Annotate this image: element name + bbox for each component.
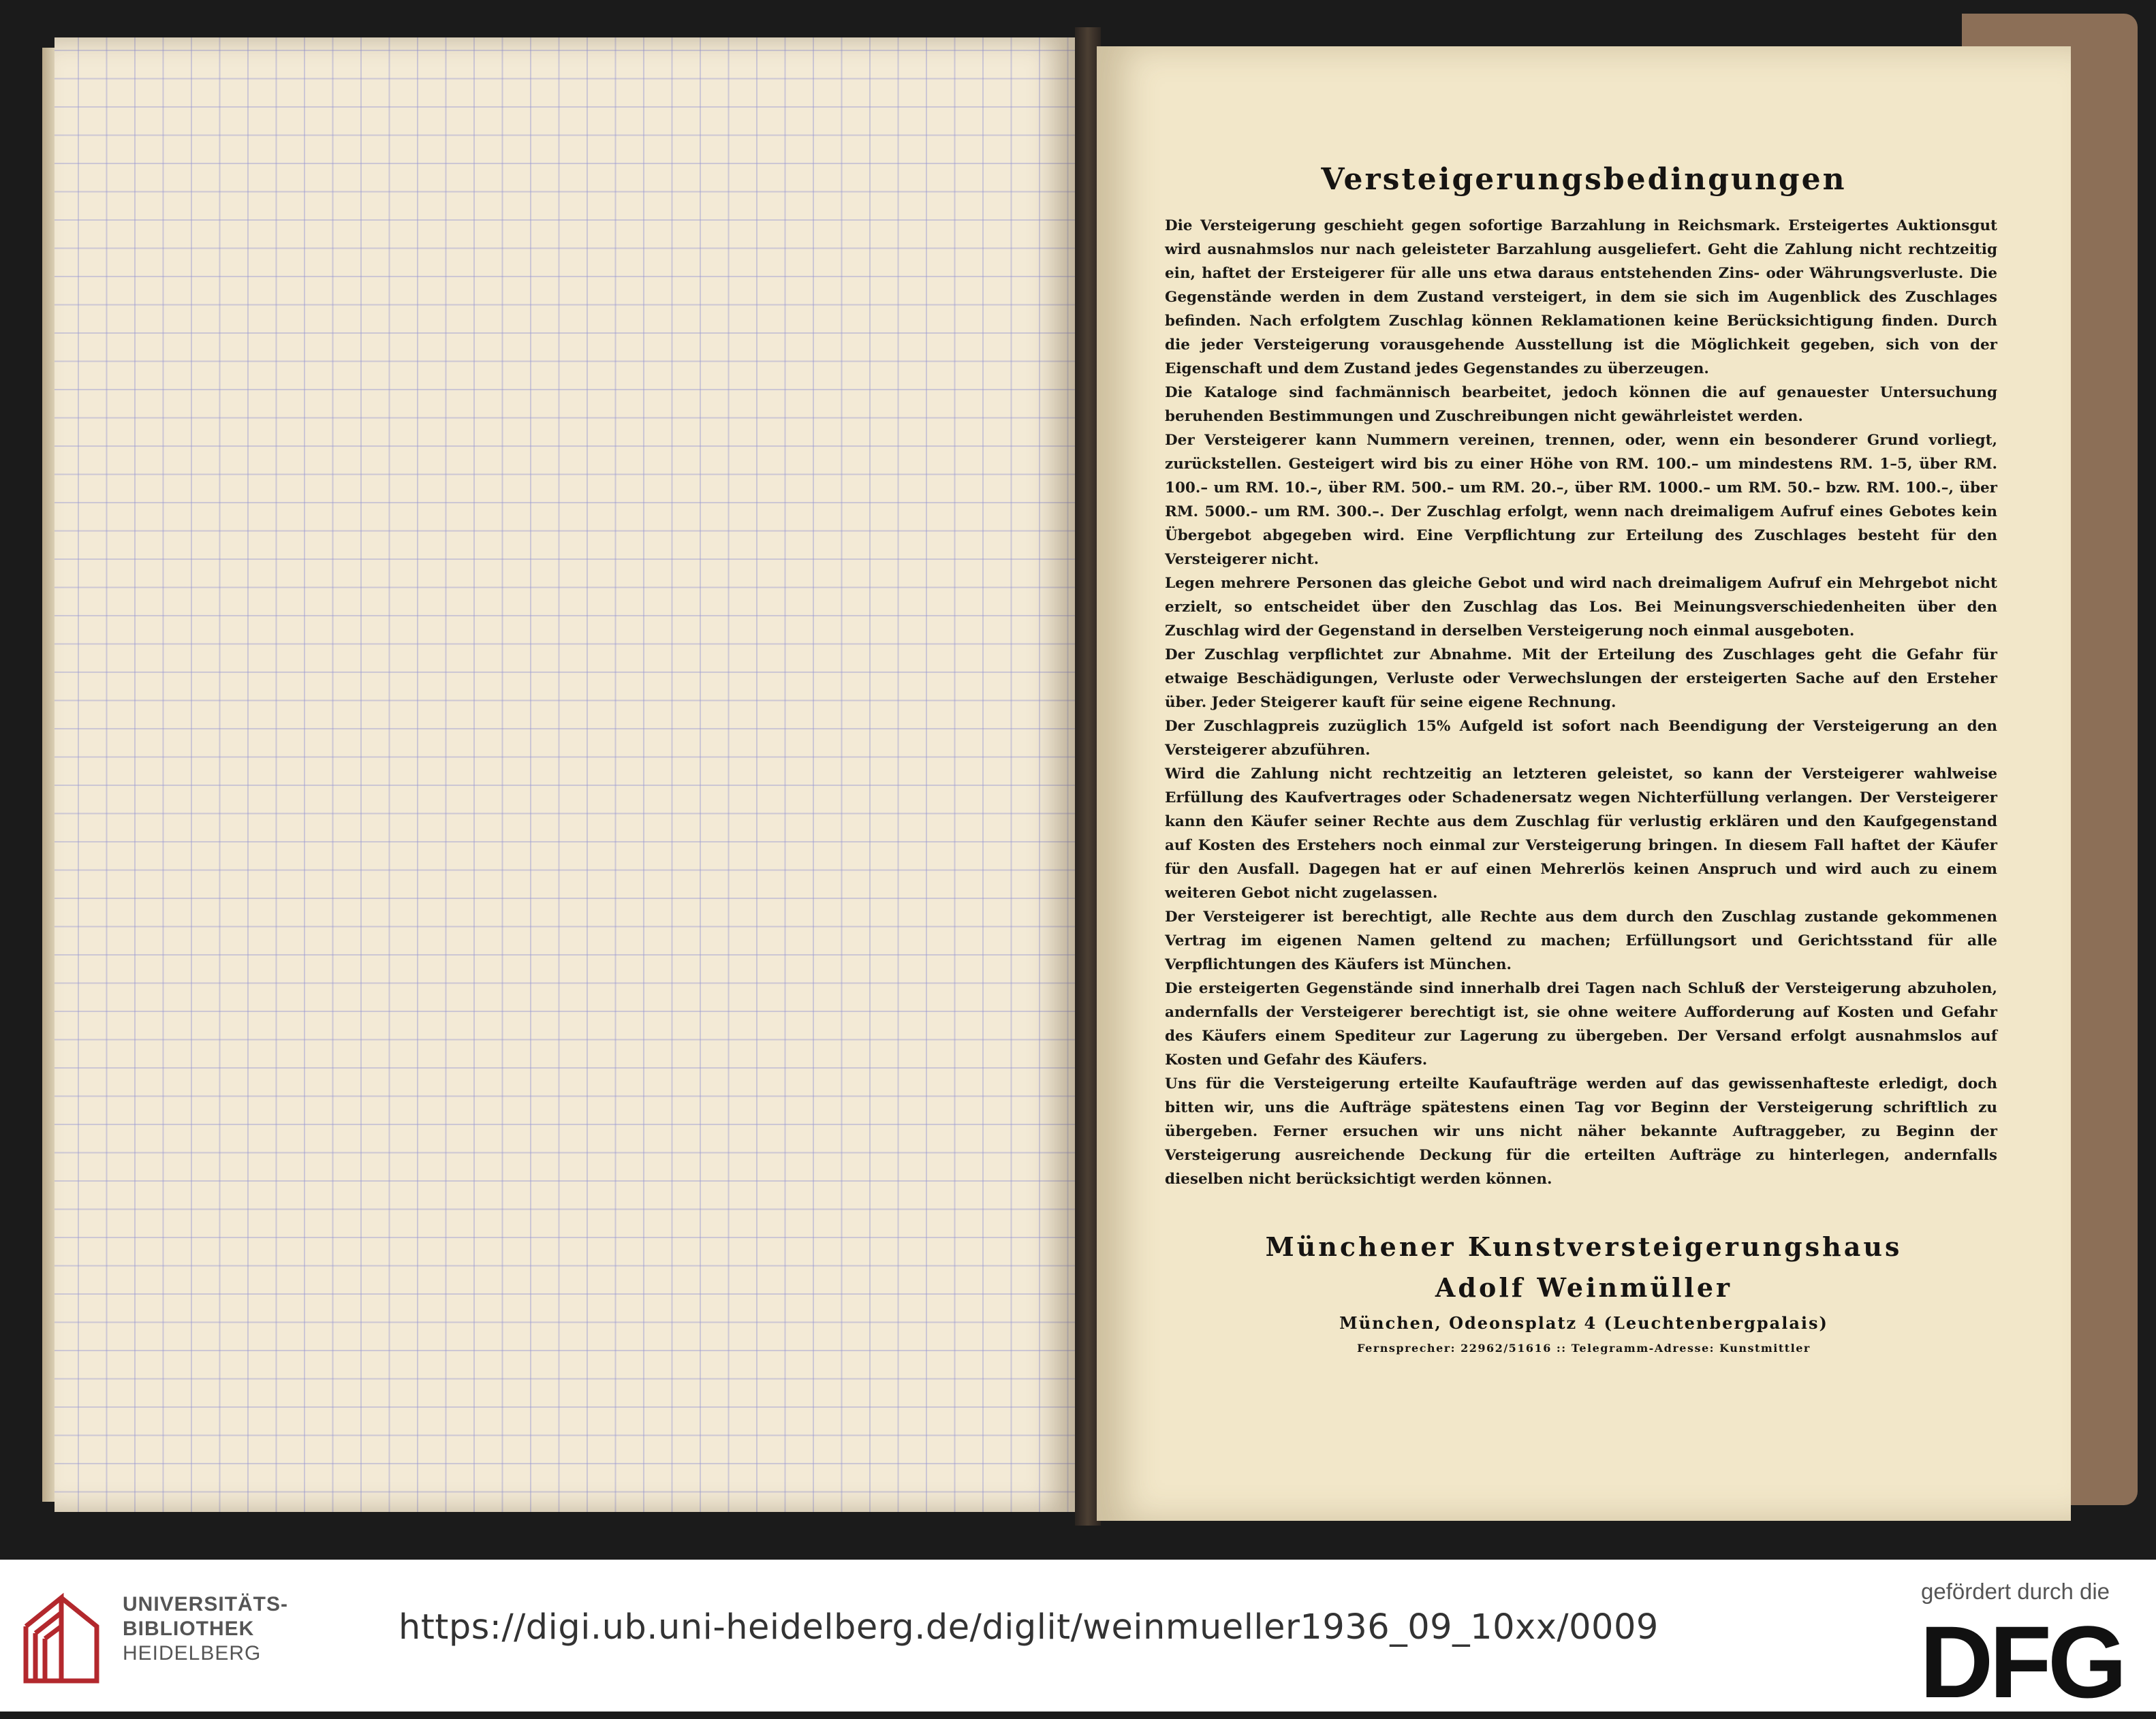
signature-contact: Fernsprecher: 22962/51616 :: Telegramm-Adresse: Kunstmittler xyxy=(1357,1342,1811,1355)
conditions-text xyxy=(1165,214,1997,1191)
left-page-grid-paper xyxy=(54,37,1076,1512)
paragraph: Legen mehrere Personen das gleiche Gebot und wird nach dreimaligem Aufruf ein Mehrgebot nicht erzielt, so entscheidet über den Zuschlag das Los. Bei Meinungsverschiedenheiten über den Zuschlag wird der Gegenstand in derselben Versteigerung noch einmal ausgeboten. xyxy=(1165,575,1997,640)
paragraph: Der Versteigerer ist berechtigt, alle Rechte aus dem durch den Zuschlag zustande gekommenen Vertrag im eigenen Namen geltend zu machen; Erfüllungsort und Gerichtsstand für alle Verpflichtungen des Käufers ist München. xyxy=(1165,909,1997,973)
paragraph: Der Zuschlagpreis zuzüglich 15% Aufgeld ist sofort nach Beendigung der Versteigerung an den Versteigerer abzuführen. xyxy=(1165,718,1997,759)
dfg-logo[interactable]: DFG xyxy=(1920,1605,2123,1719)
right-page xyxy=(1097,46,2071,1521)
paragraph: Die Versteigerung geschieht gegen sofortige Barzahlung in Reichsmark. Ersteigertes Auktionsgut wird ausnahmslos nur nach geleisteter Barzahlung ausgeliefert. Geht die Zahlung nicht rechtzeitig ein, haftet der Ersteigerer für alle uns etwa daraus entstehenden Zins- oder Währungsverluste. Die Gegenstände werden in dem Zustand versteigert, in dem sie sich im Augenblick des Zuschlages befinden. Nach erfolgtem Zuschlag können Reklamationen keine Berücksichtigung finden. Durch die jeder Versteigerung vorausgehende Ausstellung ist die Möglichkeit gegeben, sich von der Eigenschaft und dem Zustand jedes Gegenstandes zu überzeugen. xyxy=(1165,217,1997,377)
paragraph: Wird die Zahlung nicht rechtzeitig an letzteren geleistet, so kann der Versteigerer wahlweise Erfüllung des Kaufvertrages oder Schadenersatz wegen Nichterfüllung verlangen. Der Versteigerer kann den Käufer seiner Rechte aus dem Zuschlag für verlustig erklären und den Kaufgegenstand auf Kosten des Erstehers noch einmal zur Versteigerung bringen. In diesem Fall haftet der Käufer für den Ausfall. Dagegen hat er auf einen Mehrerlös keinen Anspruch und wird auch zu einem weiteren Gebot nicht zugelassen. xyxy=(1165,766,1997,902)
permalink-url[interactable]: https://digi.ub.uni-heidelberg.de/diglit/weinmueller1936_09_10xx/0009 xyxy=(399,1607,1659,1647)
page-title: Versteigerungsbedingungen xyxy=(1321,162,1847,197)
paragraph: Uns für die Versteigerung erteilte Kaufaufträge werden auf das gewissenhafteste erledigt, doch bitten wir, uns die Aufträge spätestens einen Tag vor Beginn der Versteigerung schriftlich zu übergeben. Ferner ersuchen wir uns nicht näher bekannte Auftraggeber, zu Beginn der Versteigerung ausreichende Deckung für die erteilten Aufträge zu hinterlegen, andernfalls dieselben nicht berücksichtigt werden können. xyxy=(1165,1075,1997,1188)
library-name-line: HEIDELBERG xyxy=(123,1642,262,1665)
signature-address: München, Odeonsplatz 4 (Leuchtenbergpalais) xyxy=(1339,1313,1828,1333)
library-logo-icon[interactable] xyxy=(20,1586,102,1688)
signature-name: Adolf Weinmüller xyxy=(1435,1272,1733,1303)
library-name-line: BIBLIOTHEK xyxy=(123,1618,255,1640)
viewer-footer xyxy=(0,1560,2156,1719)
paragraph: Der Versteigerer kann Nummern vereinen, trennen, oder, wenn ein besonderer Grund vorliegt, zurückstellen. Gesteigert wird bis zu einer Höhe von RM. 100.– um mindestens RM. 1–5, über RM. 100.– um RM. 10.–, über RM. 500.– um RM. 20.–, über RM. 1000.– um RM. 50.– bzw. RM. 100.–, über RM. 5000.– um RM. 300.–. Der Zuschlag erfolgt, wenn nach dreimaligem Aufruf eines Gebotes kein Übergebot abgegeben wird. Eine Verpflichtung zur Erteilung des Zuschlages besteht für den Versteigerer nicht. xyxy=(1165,432,1997,568)
paragraph: Die ersteigerten Gegenstände sind innerhalb drei Tagen nach Schluß der Versteigerung abzuholen, andernfalls der Versteigerer berechtigt ist, sie ohne weitere Aufforderung auf Kosten und Gefahr des Käufers einem Spediteur zur Lagerung zu übergeben. Der Versand erfolgt ausnahmslos auf Kosten und Gefahr des Käufers. xyxy=(1165,980,1997,1069)
funded-by-label: gefördert durch die xyxy=(1921,1579,2110,1604)
library-name-line: UNIVERSITÄTS- xyxy=(123,1593,289,1615)
paragraph: Der Zuschlag verpflichtet zur Abnahme. Mit der Erteilung des Zuschlages geht die Gefahr für etwaige Beschädigungen, Verluste oder Verwechslungen der ersteigerten Sache auf den Ersteher über. Jeder Steigerer kauft für seine eigene Rechnung. xyxy=(1165,646,1997,711)
library-name[interactable] xyxy=(123,1592,288,1666)
paragraph: Die Kataloge sind fachmännisch bearbeitet, jedoch können die auf genauester Untersuchung beruhenden Bestimmungen und Zuschreibungen nicht gewährleistet werden. xyxy=(1165,384,1997,425)
signature-company: Münchener Kunstversteigerungshaus xyxy=(1265,1231,1903,1262)
